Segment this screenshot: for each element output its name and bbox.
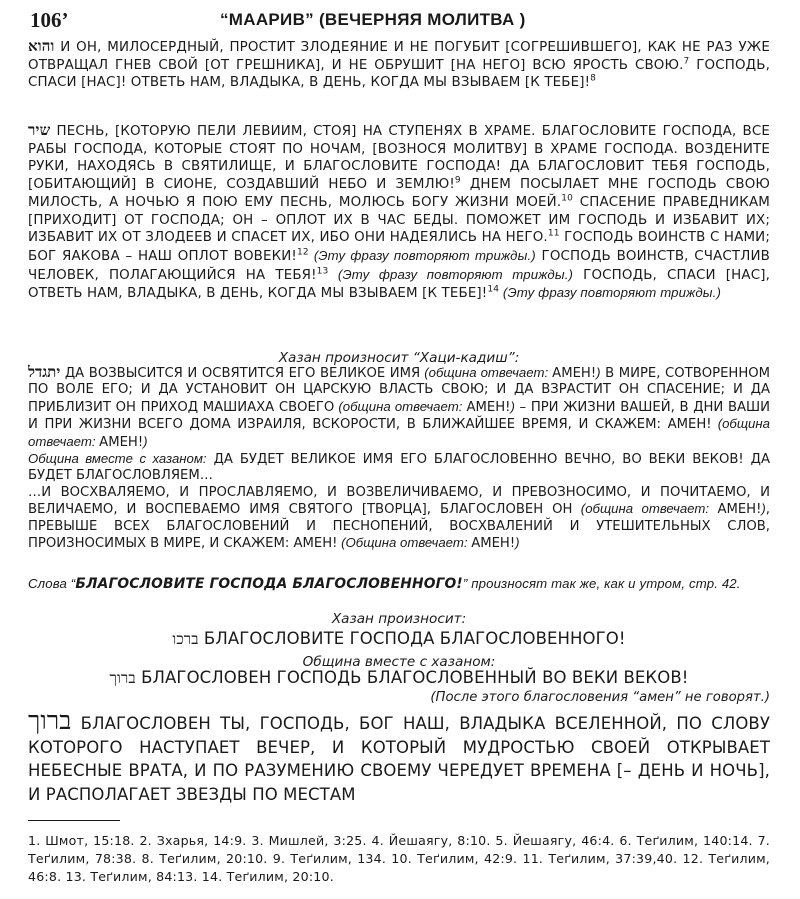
page-number: 106’ — [30, 8, 69, 32]
paragraph-text: ДА БУДЕТ ВЕЛИКОЕ ИМЯ ЕГО БЛАГОСЛОВЕННО ВЕЧНО, ВО ВЕКИ ВЕКОВ! ДА БУДЕТ БЛАГОСЛОВЛЯЕМ… — [28, 452, 770, 484]
chazan-heading: Хазан произносит: — [331, 611, 467, 627]
response-note: (община отвечает: — [420, 365, 553, 380]
paragraph-text: ГОСПОДЬ ВОИНСТВ С НАМИ; БОГ ЯАКОВА – НАШ ОПЛОТ ВОВЕКИ! — [28, 230, 770, 264]
instruction-tail: ” произносят так же, как и утром, стр. 42. — [462, 576, 741, 591]
paragraph-vehu-rachum — [28, 38, 770, 92]
instruction-note: (Эту фразу повторяют трижды.) — [499, 285, 722, 301]
instruction-note: Община вместе с хазаном: — [28, 451, 207, 467]
hebrew-incipit: ברוך — [28, 706, 72, 735]
response-note: (община отвечает: — [28, 416, 770, 449]
response-close: ) — [515, 535, 520, 551]
paragraph-shir-hamaalot — [28, 122, 770, 303]
footnotes: 1. Шмот, 15:18. 2. Зхарья, 14:9. 3. Мишлей, 3:25. 4. Йешаягу, 8:10. 5. Йешаягу, 46:4. 6. Теґилим, 140:14. 7. Теґилим, 78:38. 8. Теґилим, 20:10. 9. Теґилим, 134. 10. Теґилим, 42:9. 11. Теґилим, 37:39,40. 12. Теґилим, 46:8. 13. Теґилим, 84:13. 14. Теґилим, 20:10. — [28, 833, 770, 884]
hebrew-incipit: יתגדל — [28, 363, 61, 381]
amen-response: АМЕН! — [717, 502, 762, 518]
paragraph-text: БЛАГОСЛОВЕН ТЫ, ГОСПОДЬ, БОГ НАШ, ВЛАДЫКА ВСЕЛЕННОЙ, ПО СЛОВУ КОТОРОГО НАСТУПАЕТ ВЕЧЕР, И КОТОРЫЙ МУДРОСТЬЮ СВОЕЙ ОТКРЫВАЕТ НЕБЕСНЫЕ ВРАТА, И ПО РАЗУМЕНИЮ СВОЕМУ ЧЕРЕДУЕТ ВРЕМЕНА [– ДЕНЬ И НОЧЬ], И РАСПОЛАГАЕТ ЗВЕЗДЫ ПО МЕСТАМ — [28, 714, 770, 804]
paragraph-text: …И ВОСХВАЛЯЕМО, И ПРОСЛАВЛЯЕМО, И ВОЗВЕЛИЧИВАЕМО, И ПРЕВОЗНОСИМО, И ПОЧИТАЕМО, И ВЕЛИЧАЕМО, И ВОСПЕВАЕМО ИМЯ СВЯТОГО [ТВОРЦА], БЛАГОСЛОВЕН ОН — [28, 484, 770, 518]
amen-response: АМЕН! — [552, 366, 597, 381]
page-header — [30, 6, 770, 36]
paragraph-text: , ПРЕВЫШЕ ВСЕХ БЛАГОСЛОВЕНИЙ И ПЕСНОПЕНИЙ, ВОСХВАЛЕНИЙ И УТЕШИТЕЛЬНЫХ СЛОВ, ПРОИЗНОСИМЫХ В МИРЕ, И СКАЖЕМ: АМЕН! — [28, 502, 770, 552]
response-note: (Община отвечает: — [337, 535, 472, 551]
instruction-note: (Эту фразу повторяют трижды.) — [328, 266, 574, 282]
hebrew-incipit: והוא — [28, 37, 55, 55]
footnote-ref: 14 — [487, 284, 500, 295]
amen-response: АМЕН! — [466, 399, 511, 415]
hebrew-incipit: ברוך — [109, 669, 136, 687]
paragraph-maariv-aravim — [28, 706, 770, 806]
community-heading: Община вместе с хазаном: — [302, 654, 496, 670]
footnote-ref: 12 — [296, 247, 309, 258]
footnote-divider — [28, 820, 120, 821]
blessing-text: БЛАГОСЛОВИТЕ ГОСПОДА БЛАГОСЛОВЕННОГО! — [198, 629, 626, 648]
footnote-ref: 7 — [683, 56, 690, 67]
kaddish-heading: Хазан произносит “Хаци-кадиш”: — [278, 350, 520, 366]
paragraph-text: ГОСПОДЬ, СПАСИ [НАС], ОТВЕТЬ НАМ, ВЛАДЫКА, В ДЕНЬ, КОГДА МЫ ВЗЫВАЕМ [К ТЕБЕ]! — [28, 267, 770, 302]
response-note: (община отвечает: — [572, 501, 718, 517]
paragraph-text: ГОСПОДЬ ВОИНСТВ, СЧАСТЛИВ ЧЕЛОВЕК, ПОЛАГАЮЩИЙСЯ НА ТЕБЯ! — [28, 248, 770, 283]
paragraph-text: ПЕСНЬ, [КОТОРУЮ ПЕЛИ ЛЕВИИМ, СТОЯ] НА СТУПЕНЯХ В ХРАМЕ. БЛАГОСЛОВИТЕ ГОСПОДА, ВСЕ РАБЫ ГОСПОДА, КОТОРЫЕ СТОЯТ ПО НОЧАМ, [ВОЗНОСЯ МОЛИТВУ] В ХРАМЕ ГОСПОДА. ВОЗДЕНИТЕ РУКИ, НАХОДЯСЬ В СВЯТИЛИЩЕ, И БЛАГОСЛОВИТЕ ГОСПОДА! ДА БЛАГОСЛОВИТ ТЕБЯ ГОСПОДЬ, [ОБИТАЮЩИЙ] В СИОНЕ, СОЗДАВШИЙ НЕБО И ЗЕМЛЮ! — [28, 124, 770, 193]
instruction-quote: БЛАГОСЛОВИТЕ ГОСПОДА БЛАГОСЛОВЕННОГО! — [75, 576, 463, 592]
blessing-baruch — [28, 668, 770, 688]
paragraph-text: СПАСЕНИЕ ПРАВЕДНИКАМ [ПРИХОДИТ] ОТ ГОСПОДА; ОН – ОПЛОТ ИХ В ЧАС БЕДЫ. ПОМОЖЕТ ИМ ГОСПОДЬ И ИЗБАВИТ ИХ; ИЗБАВИТ ИХ ОТ ЗЛОДЕЕВ И СПАСЕТ ИХ, ИБО ОНИ НАДЕЯЛИСЬ НА НЕГО. — [28, 194, 770, 246]
blessing-barchu — [28, 629, 770, 649]
response-note: (община отвечает: — [334, 398, 467, 414]
paragraph-text: ДНЕМ ПОСЫЛАЕТ МНЕ ГОСПОДЬ СВОЮ МИЛОСТЬ, А НОЧЬЮ Я ПОЮ ЕМУ ПЕСНЬ, МОЛЮСЬ БОГУ ЖИЗНИ МОЕЙ. — [28, 177, 770, 210]
amen-response: АМЕН! — [471, 536, 516, 552]
response-close: ) — [143, 433, 148, 449]
hebrew-incipit: שיר — [28, 121, 51, 139]
paragraph-kaddish — [28, 364, 770, 552]
response-close: ) — [596, 365, 601, 380]
paragraph-text: ДА ВОЗВЫСИТСЯ И ОСВЯТИТСЯ ЕГО ВЕЛИКОЕ ИМЯ — [60, 366, 421, 381]
instruction-lead: Слова “ — [28, 576, 76, 591]
instruction-note: (Эту фразу повторяют трижды.) — [308, 247, 536, 263]
paragraph-text: И ОН, МИЛОСЕРДНЫЙ, ПРОСТИТ ЗЛОДЕЯНИЕ И НЕ ПОГУБИТ [СОГРЕШИВШЕГО], КАК НЕ РАЗ УЖЕ ОТВРАЩАЛ ГНЕВ СВОЙ [ОТ ГРЕШНИКА], И НЕ ОБРУШИТ [НА НЕГО] ВСЮ ЯРОСТЬ СВОЮ. — [28, 40, 770, 73]
instruction-barchu — [28, 575, 770, 594]
footnote-ref: 10 — [561, 193, 573, 204]
paragraph-text: – ПРИ ЖИЗНИ ВАШЕЙ, В ДНИ ВАШИ И ПРИ ЖИЗНИ ВСЕГО ДОМА ИЗРАИЛЯ, ВСКОРОСТИ, В БЛИЖАЙШЕЕ ВРЕМЯ, И СКАЖЕМ: АМЕН! — [28, 399, 770, 433]
after-blessing-note: (После этого благословения “амен” не говорят.) — [430, 690, 770, 705]
blessing-text: БЛАГОСЛОВЕН ГОСПОДЬ БЛАГОСЛОВЕННЫЙ ВО ВЕКИ ВЕКОВ! — [135, 668, 689, 687]
response-close: ) — [510, 398, 515, 414]
footnote-ref: 11 — [547, 228, 560, 239]
response-close: ) — [761, 501, 766, 517]
hebrew-incipit: ברכו — [172, 630, 199, 648]
running-title: “МААРИВ” (ВЕЧЕРНЯЯ МОЛИТВА ) — [220, 10, 526, 29]
paragraph-text: В МИРЕ, СОТВОРЕННОМ ПО ВОЛЕ ЕГО; И ДА УСТАНОВИТ ОН ЦАРСКУЮ ВЛАСТЬ СВОЮ; И ДА ВЗРАСТИТ ОН СПАСЕНИЕ; И ДА ПРИБЛИЗИТ ОН ПРИХОД МАШИАХА СВОЕГО — [28, 366, 770, 415]
amen-response: АМЕН! — [99, 434, 144, 450]
footnote-ref: 13 — [316, 266, 329, 277]
footnote-ref: 8 — [590, 73, 597, 84]
footnote-ref: 9 — [454, 175, 461, 186]
paragraph-text: ГОСПОДЬ, СПАСИ [НАС]! ОТВЕТЬ НАМ, ВЛАДЫКА, В ДЕНЬ, КОГДА МЫ ВЗЫВАЕМ [К ТЕБЕ]! — [28, 57, 770, 91]
